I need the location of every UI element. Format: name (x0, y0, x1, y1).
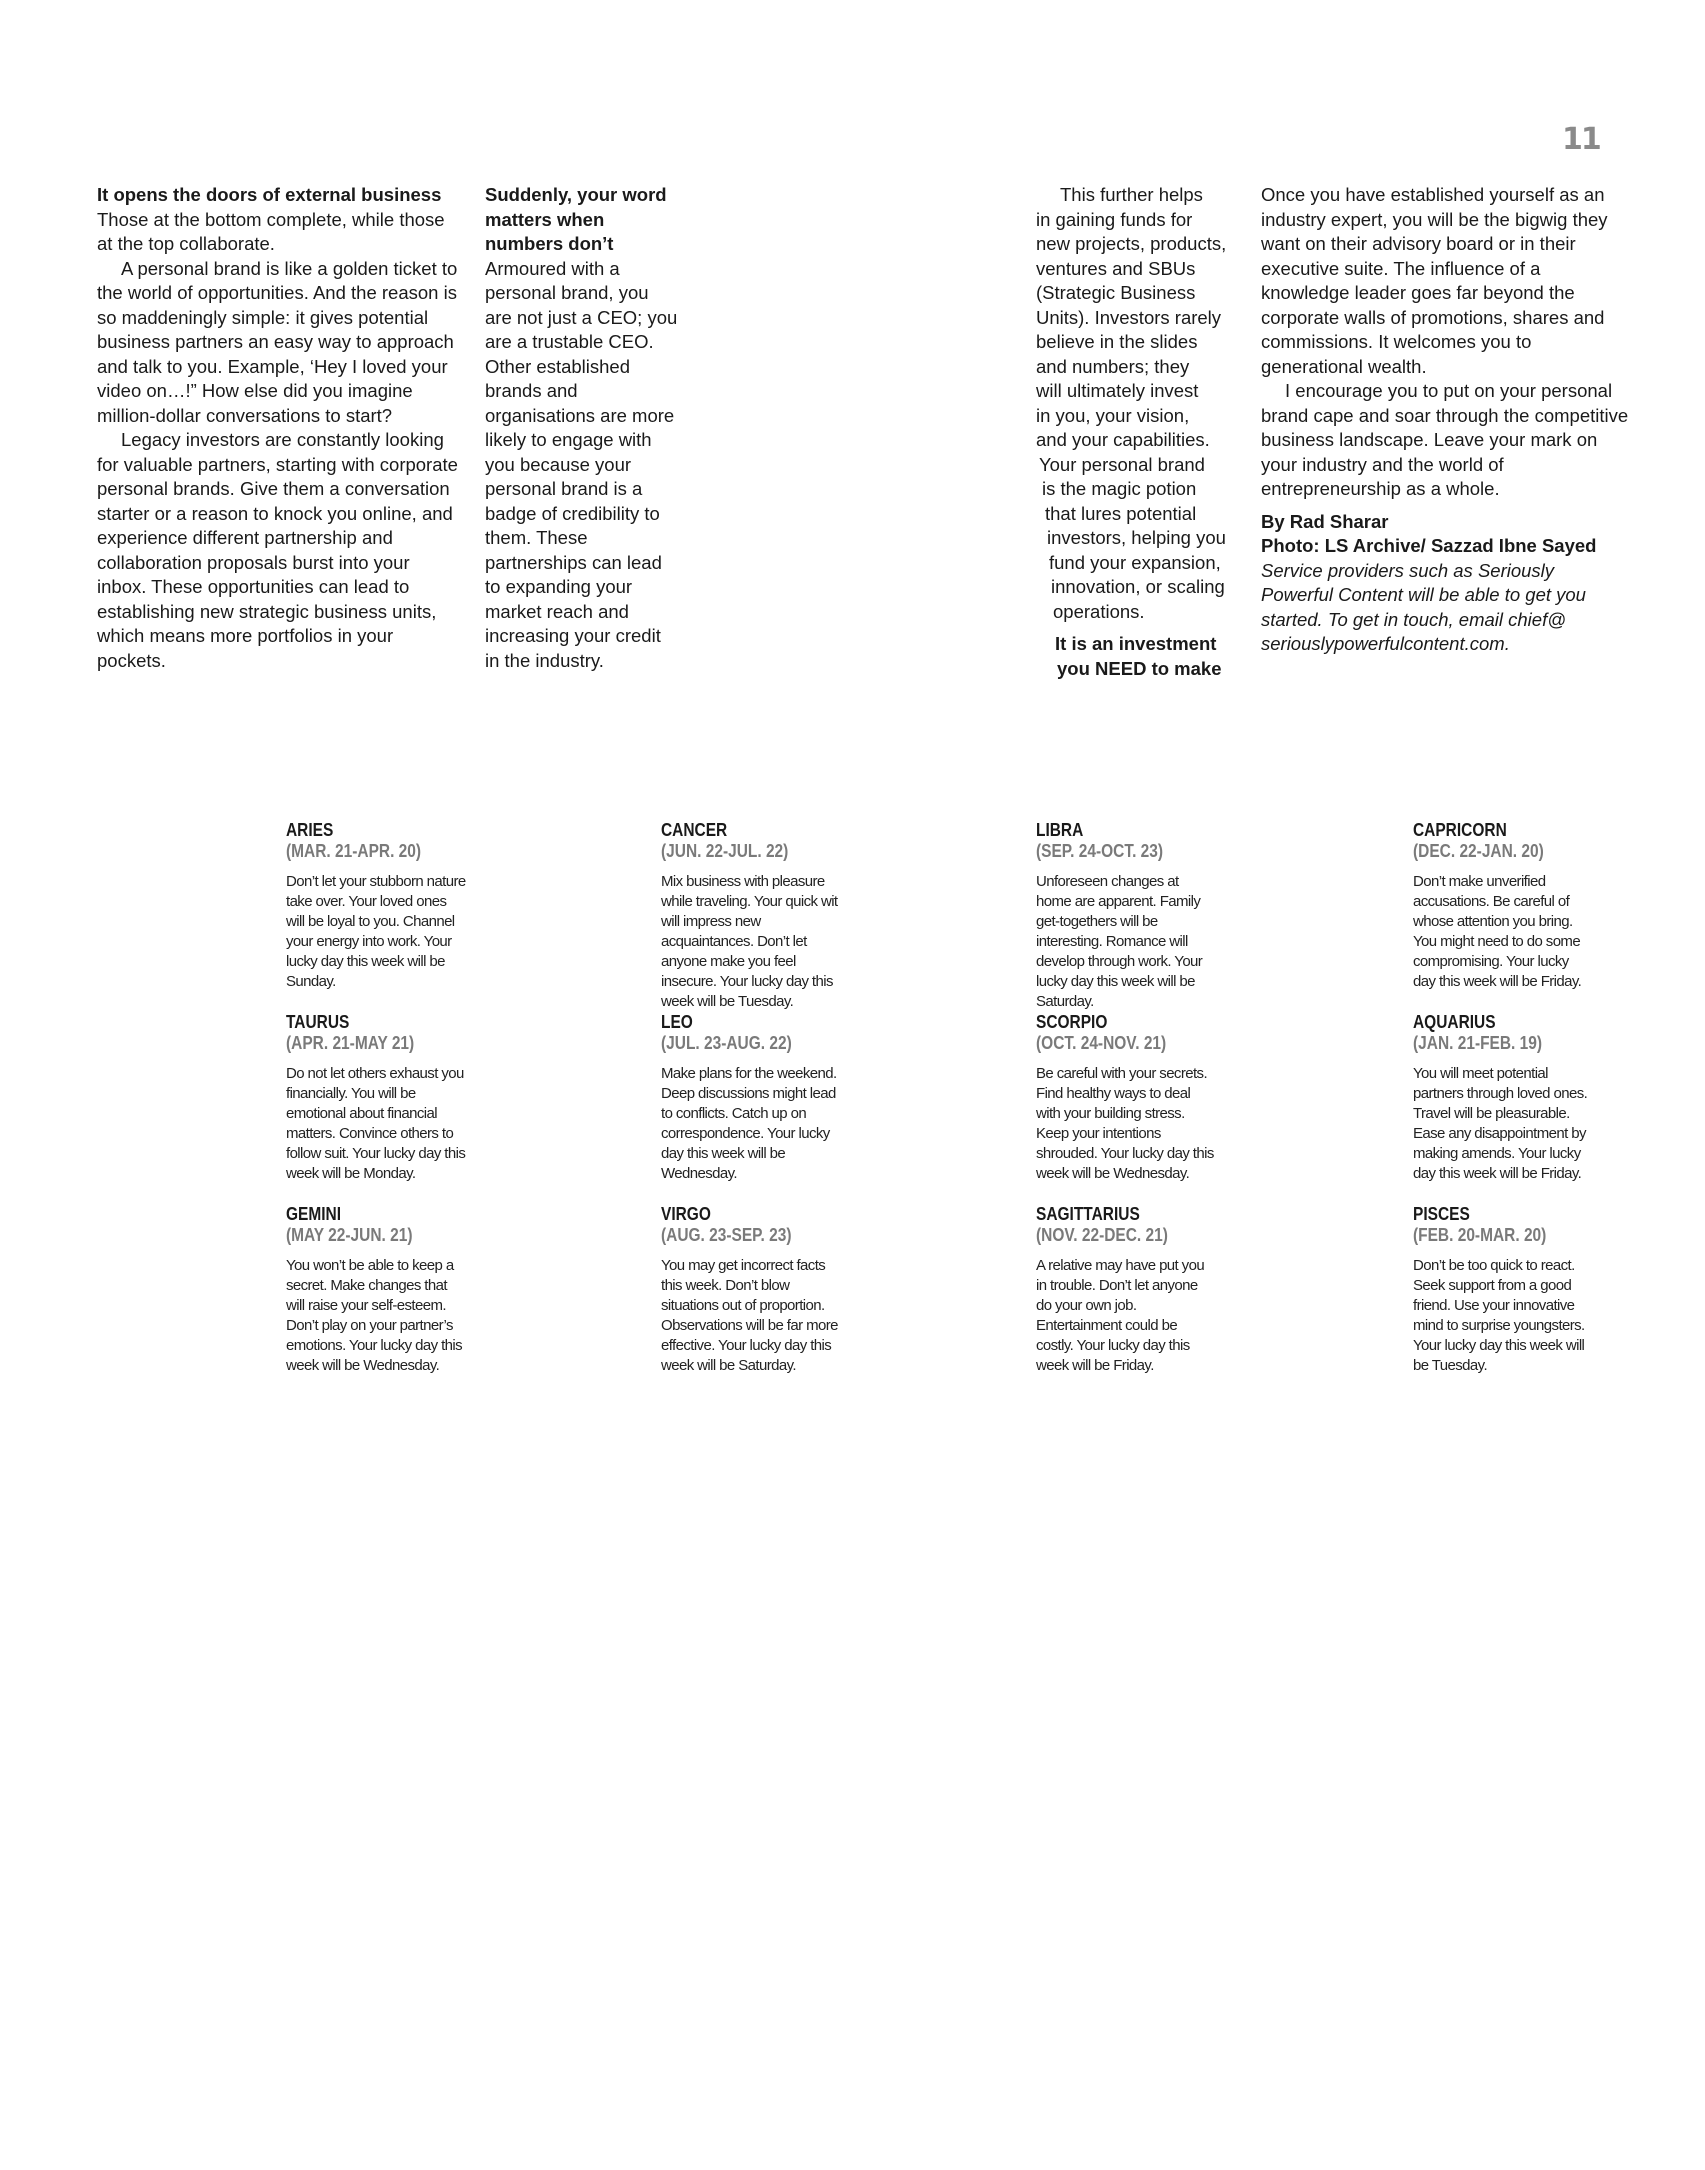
sign-dates: (NOV. 22-DEC. 21) (1036, 1225, 1168, 1245)
text-line: will ultimately invest (1036, 380, 1199, 401)
text-line: investors, helping you (1047, 527, 1226, 548)
sign-name: VIRGO (661, 1204, 711, 1224)
sign-forecast: Don’t let your stubborn nature take over. Your loved ones will be loyal to you. Channel your energy into work. Your lucky day this week will be Sunday. (286, 873, 466, 990)
horoscope-sign (661, 1012, 866, 1186)
text-line: in you, your vision, (1036, 404, 1190, 426)
horoscope-column (1036, 820, 1241, 1396)
sign-dates: (FEB. 20-MAR. 20) (1413, 1225, 1547, 1245)
section-heading: you NEED to make (1057, 657, 1222, 679)
horoscope-sign (661, 1204, 866, 1378)
text-line: Your personal brand (1039, 453, 1205, 475)
section-heading: Suddenly, your word matters when numbers don’t (485, 184, 667, 254)
paragraph: Armoured with a personal brand, you are not just a CEO; you are a trustable CEO. Other established brands and organisations are more likely to engage with you because your personal brand is a badge of credibility to them. These partnerships can lead to expanding your market reach and increasing your credit in the industry. (485, 257, 678, 671)
horoscope-column (286, 820, 491, 1396)
horoscope-sign (1413, 1204, 1618, 1378)
sign-dates: (SEP. 24-OCT. 23) (1036, 841, 1164, 861)
sign-forecast: You will meet potential partners through loved ones. Travel will be pleasurable. Ease any disappointment by making amends. Your lucky day this week will be Friday. (1413, 1065, 1588, 1182)
horoscope-sign (1413, 1012, 1618, 1186)
text-line: Units). Investors rarely (1036, 306, 1222, 328)
author-note: Service providers such as Seriously Powerful Content will be able to get you started. To get in touch, email chief@ seriouslypowerfulcontent.com. (1261, 559, 1586, 654)
sign-dates: (MAY 22-JUN. 21) (286, 1225, 413, 1245)
sign-name: ARIES (286, 820, 334, 840)
photo-credit: Photo: LS Archive/ Sazzad Ibne Sayed (1261, 535, 1597, 556)
article-column-3 (1036, 183, 1236, 681)
horoscope-sign (1036, 820, 1241, 1010)
sign-name: AQUARIUS (1413, 1012, 1496, 1032)
sign-forecast: Don’t make unverified accusations. Be careful of whose attention you bring. You might need to do some compromising. Your lucky day this week will be Friday. (1413, 873, 1582, 990)
section-heading: It is an investment (1055, 633, 1217, 654)
article-column-2 (485, 183, 680, 673)
paragraph: I encourage you to put on your personal brand cape and soar through the competitive business landscape. Leave your mark on your industry and the world of entrepreneurship as a whole. (1261, 380, 1629, 499)
sign-dates: (APR. 21-MAY 21) (286, 1033, 415, 1053)
sign-forecast: Unforeseen changes at home are apparent. Family get-togethers will be interesting. Romance will develop through work. Your lucky day this week will be Saturday. (1036, 873, 1203, 1010)
sign-forecast: You may get incorrect facts this week. Don’t blow situations out of proportion. Observations will be far more effective. Your lucky day this week will be Saturday. (661, 1257, 838, 1374)
page-number: 11 (1562, 122, 1600, 157)
horoscope-sign (1413, 820, 1618, 994)
sign-name: SCORPIO (1036, 1012, 1108, 1032)
horoscope-sign (1036, 1012, 1241, 1186)
sign-dates: (MAR. 21-APR. 20) (286, 841, 422, 861)
text-line: operations. (1053, 600, 1145, 622)
text-line: in gaining funds for (1036, 208, 1193, 230)
sign-dates: (JUL. 23-AUG. 22) (661, 1033, 792, 1053)
horoscope-sign (286, 1204, 491, 1378)
text-line: fund your expansion, (1049, 551, 1221, 573)
paragraph: Legacy investors are constantly looking for valuable partners, starting with corporate personal brands. Give them a conversation starter or a reason to knock you online, and experience different partnership and collaboration proposals burst into your inbox. These opportunities can lead to establishing new strategic business units, which means more portfolios in your pockets. (97, 429, 458, 671)
horoscope-sign (1036, 1204, 1241, 1378)
sign-dates: (OCT. 24-NOV. 21) (1036, 1033, 1167, 1053)
text-line: innovation, or scaling (1051, 576, 1225, 597)
horoscope-sign (286, 1012, 491, 1186)
sign-dates: (JUN. 22-JUL. 22) (661, 841, 789, 861)
paragraph: Once you have established yourself as an industry expert, you will be the bigwig they want on their advisory board or in their executive suite. The influence of a knowledge leader goes far beyond the corporate walls of promotions, shares and commissions. It welcomes you to generational wealth. (1261, 184, 1608, 377)
sign-dates: (DEC. 22-JAN. 20) (1413, 841, 1544, 861)
paragraph: Those at the bottom complete, while those at the top collaborate. (97, 208, 445, 254)
text-line: This further helps (1060, 184, 1203, 205)
text-line: believe in the slides (1036, 331, 1198, 352)
horoscope-sign (286, 820, 491, 994)
section-heading: It opens the doors of external business (97, 184, 442, 205)
sign-forecast: Do not let others exhaust you financially. You will be emotional about financial matters. Convince others to follow suit. Your lucky day this week will be Monday. (286, 1065, 466, 1182)
byline: By Rad Sharar (1261, 510, 1389, 532)
sign-name: CANCER (661, 820, 728, 840)
sign-name: CAPRICORN (1413, 820, 1507, 840)
wrapped-text-block (1036, 183, 1236, 624)
text-line: new projects, products, (1036, 233, 1227, 254)
horoscope-column (1413, 820, 1618, 1396)
sign-name: LIBRA (1036, 820, 1084, 840)
sign-forecast: Don’t be too quick to react. Seek support from a good friend. Use your innovative mind to surprise youngsters. Your lucky day this week will be Tuesday. (1413, 1257, 1585, 1374)
text-line: (Strategic Business (1036, 282, 1196, 303)
paragraph: A personal brand is like a golden ticket to the world of opportunities. And the reason is so maddeningly simple: it gives potential business partners an easy way to approach and talk to you. Example, ‘Hey I loved your video on…!” How else did you imagine million-dollar conversations to start? (97, 257, 458, 426)
sign-forecast: Be careful with your secrets. Find healthy ways to deal with your building stress. Keep your intentions shrouded. Your lucky day this week will be Wednesday. (1036, 1065, 1214, 1182)
sign-forecast: A relative may have put you in trouble. Don’t let anyone do your own job. Entertainment could be costly. Your lucky day this week will be Friday. (1036, 1257, 1205, 1374)
sign-name: TAURUS (286, 1012, 350, 1032)
article-column-4 (1261, 183, 1631, 657)
sign-dates: (AUG. 23-SEP. 23) (661, 1225, 792, 1245)
sign-name: GEMINI (286, 1204, 342, 1224)
sign-forecast: Make plans for the weekend. Deep discussions might lead to conflicts. Catch up on correspondence. Your lucky day this week will be Wednesday. (661, 1065, 837, 1182)
article-column-1 (97, 183, 459, 673)
sign-name: PISCES (1413, 1204, 1470, 1224)
sign-forecast: Mix business with pleasure while traveling. Your quick wit will impress new acquaintances. Don’t let anyone make you feel insecure. Your lucky day this week will be Tuesday. (661, 873, 838, 1010)
sign-dates: (JAN. 21-FEB. 19) (1413, 1033, 1543, 1053)
sign-name: SAGITTARIUS (1036, 1204, 1140, 1224)
horoscope-sign (661, 820, 866, 1010)
horoscope-section (0, 820, 1705, 1400)
text-line: and numbers; they (1036, 355, 1190, 377)
text-line: that lures potential (1045, 502, 1197, 524)
text-line: is the magic potion (1042, 478, 1197, 499)
text-line: and your capabilities. (1036, 429, 1210, 450)
text-line: ventures and SBUs (1036, 257, 1196, 279)
horoscope-column (661, 820, 866, 1396)
sign-name: LEO (661, 1012, 693, 1032)
sign-forecast: You won’t be able to keep a secret. Make changes that will raise your self-esteem. Don’t play on your partner’s emotions. Your lucky day this week will be Wednesday. (286, 1257, 463, 1374)
